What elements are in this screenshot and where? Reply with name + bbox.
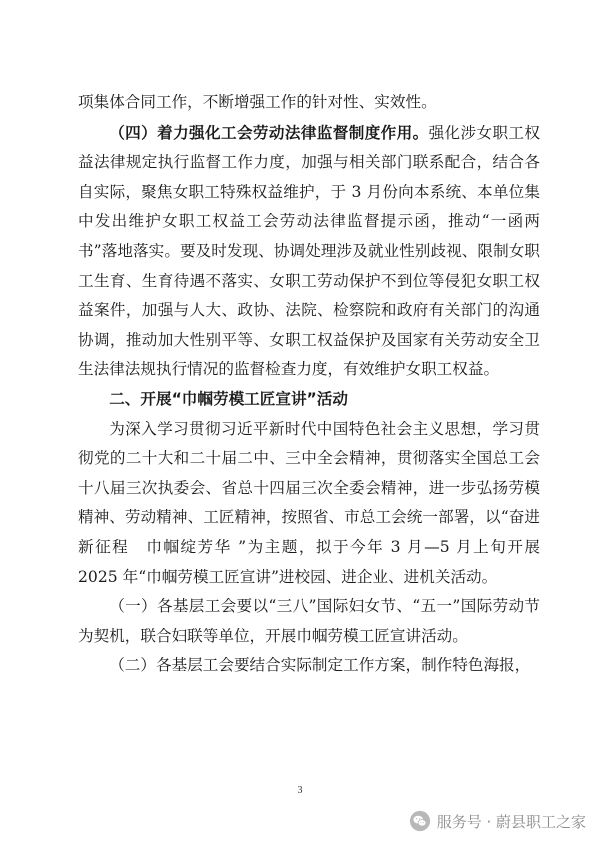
wechat-watermark (409, 810, 586, 832)
paragraph-3: 为深入学习贯彻习近平新时代中国特色社会主义思想，学习贯彻党的二十大和二十届二中、三中全会精神，贯彻落实全国总工会十八届三次执委会、省总十四届三次全委会精神，进一步弘扬劳模精神、劳动精神、工匠精神，按照省、市总工会统一部署，以“奋进新征程 巾帼绽芳华 ”为主题，拟于今年 3 月—5 月上旬开展 2025 年“巾帼劳模工匠宣讲”进校园、进企业、进机关活动。 (78, 419, 540, 586)
document-body (78, 88, 540, 681)
paragraph-2-body: 强化涉女职工权益法律规定执行监督工作力度，加强与相关部门联系配合，结合各自实际，聚焦女职工特殊权益维护，于 3 月份向本系统、本单位集中发出维护女职工权益工会劳动法律监督提示函，推动“一函两书”落地落实。要及时发现、协调处理涉及就业性别歧视、限制女职工生育、生育待遇不落实、女职工劳动保护不到位等侵犯女职工权益案件，加强与人大、政协、法院、检察院和政府有关部门的沟通协调，推动加大性别平等、女职工权益保护及国家有关劳动安全卫生法律法规执行情况的监督检查力度，有效维护女职工权益。 (78, 123, 540, 379)
section-heading-2: 二、开展“巾帼劳模工匠宣讲”活动 (109, 389, 348, 408)
paragraph-5: （二）各基层工会要结合实际制定工作方案，制作特色海报， (109, 656, 531, 675)
paragraph-1: 项集体合同工作，不断增强工作的针对性、实效性。 (78, 93, 437, 111)
paragraph-2 (78, 118, 540, 385)
watermark-text: 服务号 · 蔚县职工之家 (436, 812, 586, 831)
paragraph-4: （一）各基层工会要以“三八”国际妇女节、“五一”国际劳动节为契机，联合妇联等单位，开展巾帼劳模工匠宣讲活动。 (78, 597, 540, 645)
subsection-heading-4: （四）着力强化工会劳动法律监督制度作用。 (109, 122, 429, 142)
wechat-icon (409, 810, 431, 832)
page-number: 3 (297, 785, 303, 796)
